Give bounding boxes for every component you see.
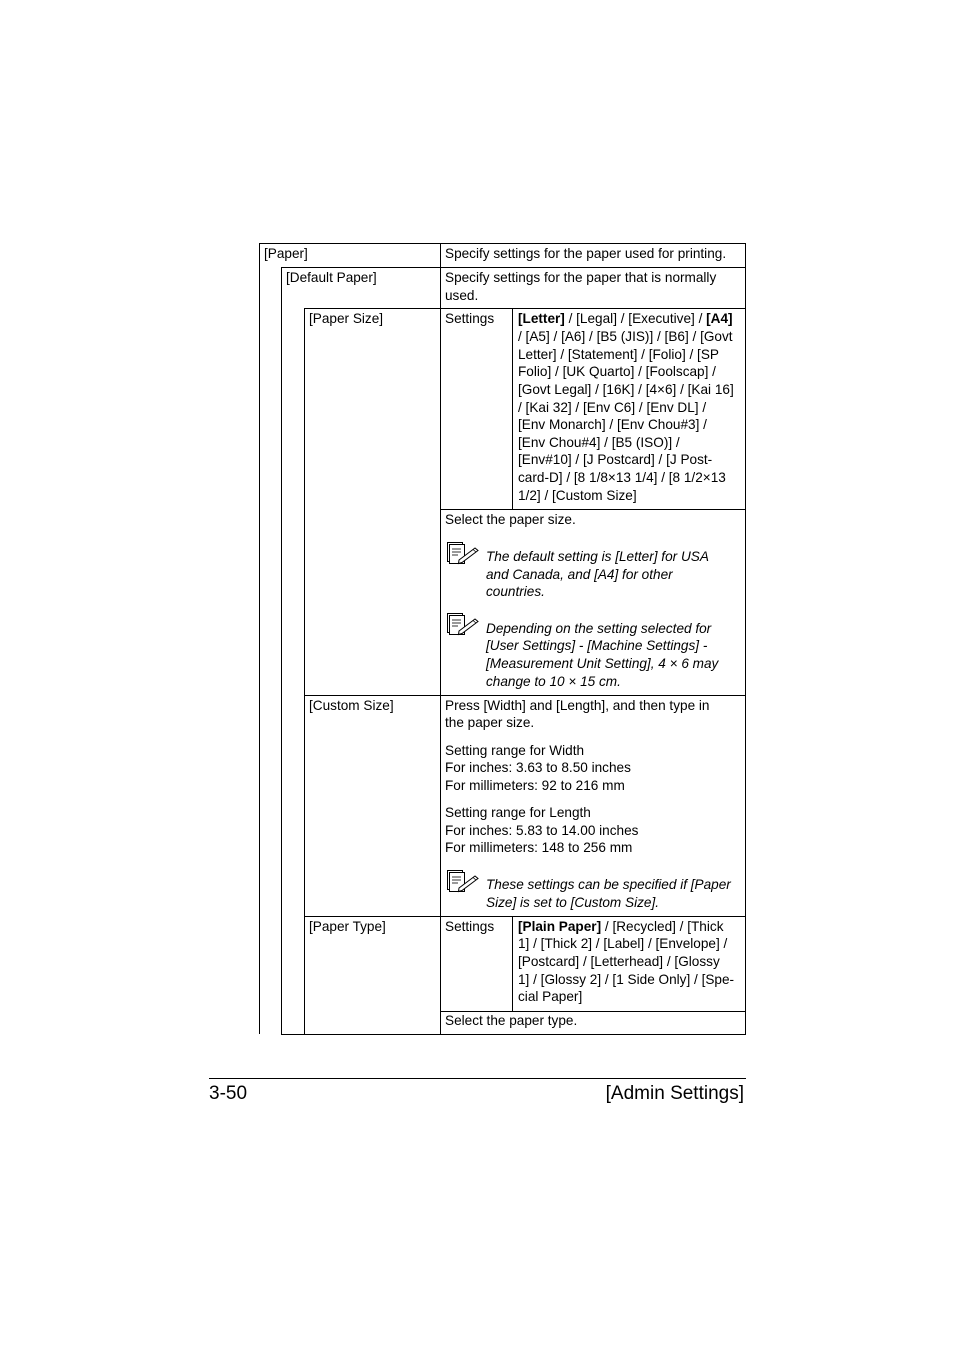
- custom-size-intro-line: Press [Width] and [Length], and then type in: [445, 698, 710, 713]
- paper-label: [Paper]: [264, 246, 308, 261]
- note-measurement-line: Depending on the setting selected for: [486, 621, 712, 636]
- paper-type-options-line: 1] / [Glossy 2] / [1 Side Only] / [Spe-: [518, 972, 735, 987]
- table-border-left: [259, 243, 260, 1034]
- paper-size-options-line: / [Kai 32] / [Env C6] / [Env DL] /: [518, 400, 707, 415]
- note-measurement-line: [Measurement Unit Setting], 4 × 6 may: [486, 656, 719, 671]
- note-pencil-icon: [446, 612, 480, 636]
- paper-size-select-text: Select the paper size.: [445, 512, 576, 527]
- row-divider-default: [304, 308, 746, 309]
- length-range-line: Setting range for Length: [445, 805, 591, 820]
- paper-type-options-line: [Postcard] / [Letterhead] / [Glossy: [518, 954, 720, 969]
- paper-size-options-line: 1/2] / [Custom Size]: [518, 488, 637, 503]
- paper-type-options-line: [Plain Paper] / [Recycled] / [Thick: [518, 919, 724, 934]
- indent-line-2: [304, 308, 305, 1035]
- paper-size-label: [Paper Size]: [309, 311, 384, 326]
- note-default-line: The default setting is [Letter] for USA: [486, 549, 709, 564]
- default-paper-description-line: Specify settings for the paper that is normally: [445, 270, 717, 285]
- page-number: 3-50: [209, 1083, 248, 1104]
- note-custom-size-line: These settings can be specified if [Paper: [486, 877, 731, 892]
- note-measurement-line: [User Settings] - [Machine Settings] -: [486, 638, 708, 653]
- paper-size-options-line: [Env Monarch] / [Env Chou#3] /: [518, 417, 707, 432]
- paper-type-options-line: cial Paper]: [518, 989, 583, 1004]
- length-range-line: For millimeters: 148 to 256 mm: [445, 840, 633, 855]
- table-border-bottom: [281, 1034, 746, 1035]
- note-default-line: and Canada, and [A4] for other: [486, 567, 673, 582]
- row-divider-custom: [304, 916, 746, 917]
- settings-divider-2: [512, 916, 513, 1011]
- length-range-line: For inches: 5.83 to 14.00 inches: [445, 823, 639, 838]
- paper-type-options-line: 1] / [Thick 2] / [Label] / [Envelope] /: [518, 936, 728, 951]
- default-option-letter: [Letter]: [518, 311, 565, 326]
- paper-size-options-line: [Env#10] / [J Postcard] / [J Post-: [518, 452, 713, 467]
- row-divider-paper: [281, 267, 746, 268]
- default-paper-description-line: used.: [445, 288, 479, 303]
- section-title: [Admin Settings]: [605, 1083, 744, 1104]
- custom-size-label: [Custom Size]: [309, 698, 394, 713]
- indent-line-1: [281, 267, 282, 1035]
- paper-size-options-line: Letter] / [Statement] / [Folio] / [SP: [518, 347, 719, 362]
- paper-type-label: [Paper Type]: [309, 919, 386, 934]
- paper-size-options-line: Folio] / [UK Quarto] / [Foolscap] /: [518, 364, 716, 379]
- paper-size-settings-label: Settings: [445, 311, 495, 326]
- table-border-top: [259, 243, 746, 244]
- paper-size-options-line: card-D] / [8 1/8×13 1/4] / [8 1/2×13: [518, 470, 726, 485]
- footer-rule: [209, 1078, 746, 1079]
- width-range-line: For millimeters: 92 to 216 mm: [445, 778, 625, 793]
- default-paper-label: [Default Paper]: [286, 270, 377, 285]
- note-default-line: countries.: [486, 584, 545, 599]
- settings-divider-1: [512, 308, 513, 509]
- width-range-line: Setting range for Width: [445, 743, 585, 758]
- row-divider-size: [304, 695, 746, 696]
- paper-size-options-line: [Letter] / [Legal] / [Executive] / [A4]: [518, 311, 733, 326]
- paper-size-options-line: [Env Chou#4] / [B5 (ISO)] /: [518, 435, 680, 450]
- paper-size-options-line: [Govt Legal] / [16K] / [4×6] / [Kai 16]: [518, 382, 734, 397]
- default-option-a4: [A4]: [706, 311, 733, 326]
- custom-size-intro-line: the paper size.: [445, 715, 535, 730]
- width-range-line: For inches: 3.63 to 8.50 inches: [445, 760, 631, 775]
- paper-type-settings-label: Settings: [445, 919, 495, 934]
- paper-type-select-text: Select the paper type.: [445, 1013, 578, 1028]
- note-pencil-icon: [446, 541, 480, 565]
- row-divider-size-settings: [440, 509, 746, 510]
- paper-size-options-line: / [A5] / [A6] / [B5 (JIS)] / [B6] / [Govt: [518, 329, 733, 344]
- note-measurement-line: change to 10 × 15 cm.: [486, 674, 621, 689]
- note-custom-size-line: Size] is set to [Custom Size].: [486, 895, 660, 910]
- default-option-plain-paper: [Plain Paper]: [518, 919, 602, 934]
- note-pencil-icon: [446, 869, 480, 893]
- paper-description: Specify settings for the paper used for printing.: [445, 246, 727, 261]
